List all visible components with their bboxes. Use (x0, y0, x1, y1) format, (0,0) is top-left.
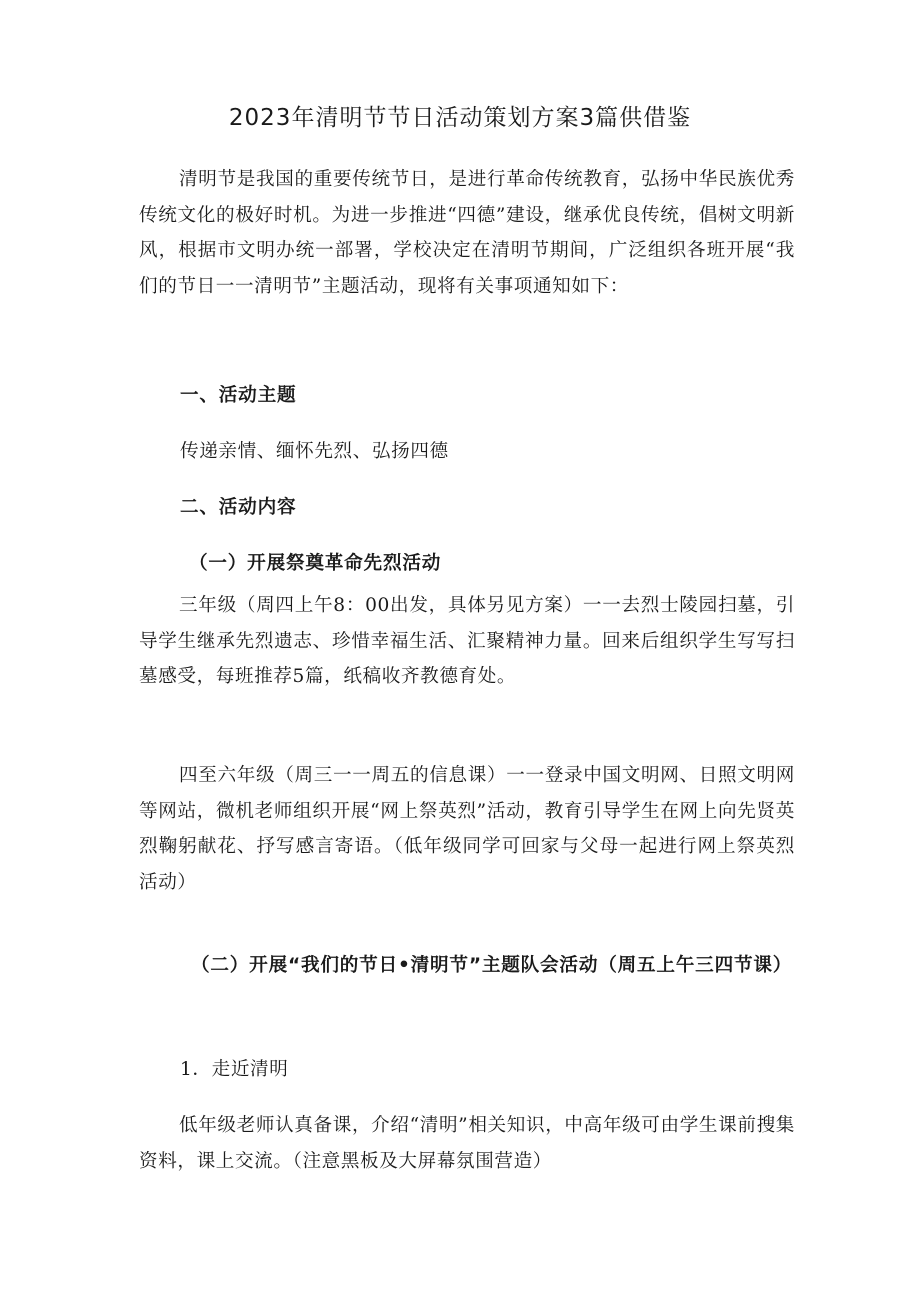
subsection-2-heading: （二）开展“我们的节日•清明节”主题队会活动（周五上午三四节课） (191, 955, 793, 976)
section-1-heading: 一、活动主题 (180, 385, 297, 406)
section-2-heading: 二、活动内容 (180, 497, 297, 518)
document-title: 2023年清明节节日活动策划方案3篇供借鉴 (228, 105, 692, 131)
subsection-1-paragraph-2: 四至六年级（周三一一周五的信息课）一一登录中国文明网、日照文明网等网站，微机老师组织开展“网上祭英烈”活动，教育引导学生在网上向先贤英烈鞠躬献花、抒写感言寄语。（低年级同学可回家与父母一起进行网上祭英烈活动） (139, 765, 795, 893)
subsection-2-item-1: 1．走近清明 (180, 1059, 289, 1080)
section-1-content: 传递亲情、缅怀先烈、弘扬四德 (180, 441, 449, 462)
intro-paragraph: 清明节是我国的重要传统节日，是进行革命传统教育，弘扬中华民族优秀传统文化的极好时机。为进一步推进“四德”建设，继承优良传统，倡树文明新风，根据市文明办统一部署，学校决定在清明节期间，广泛组织各班开展“我们的节日一一清明节”主题活动，现将有关事项通知如下： (139, 169, 795, 297)
subsection-2-paragraph-1: 低年级老师认真备课，介绍“清明”相关知识，中高年级可由学生课前搜集资料，课上交流。（注意黑板及大屏幕氛围营造） (139, 1115, 795, 1172)
subsection-1-paragraph-1: 三年级（周四上午8：00出发，具体另见方案）一一去烈士陵园扫墓，引导学生继承先烈遗志、珍惜幸福生活、汇聚精神力量。回来后组织学生写写扫墓感受，每班推荐5篇，纸稿收齐教德育处。 (139, 595, 795, 687)
subsection-1-heading: （一）开展祭奠革命先烈活动 (189, 553, 442, 574)
